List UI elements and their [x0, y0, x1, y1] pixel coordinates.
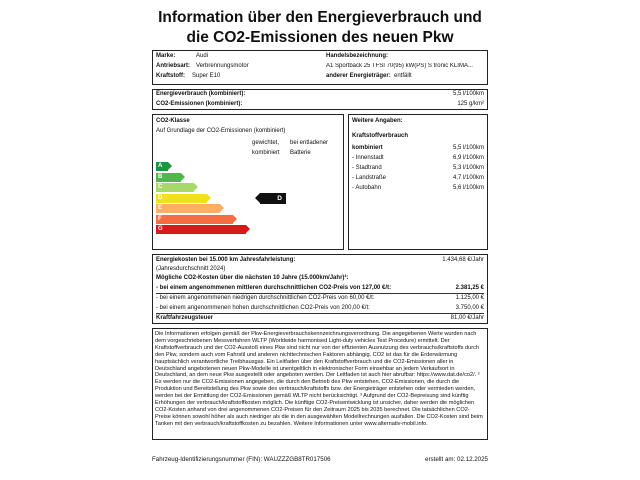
co2-cost-low-label: - bei einem angenommenen niedrigen durchschnittlichen CO2-Preis von 60,00 €/t:: [156, 295, 375, 301]
brand-value: Audi: [196, 53, 209, 59]
trade-name-value: A1 Sportback 25 TFSI 70(95) kW(PS) S tronic KLIMA...: [326, 63, 473, 69]
further-info-title: Weitere Angaben:: [352, 118, 403, 124]
co2-cost-high-label: - bei einem angenommenen hohen durchschnittlichen CO2-Preis von 200,00 €/t:: [156, 305, 370, 311]
page-title-line1: Information über den Energieverbrauch und: [158, 9, 482, 26]
fuel-label: Kraftstoff:: [156, 73, 185, 79]
consumption-label: Energieverbrauch (kombiniert):: [156, 91, 246, 97]
co2-label: CO2-Emissionen (kombiniert):: [156, 101, 243, 107]
suburban-label: - Stadtrand: [352, 165, 382, 171]
co2-class-bar-d: D: [156, 194, 207, 203]
city-value: 6,9 l/100km: [452, 155, 484, 161]
co2-class-title: CO2-Klasse: [156, 118, 190, 124]
co2-class-bar-f: F: [156, 215, 233, 224]
energy-costs-note: (Jahresdurchschnitt 2024): [156, 266, 226, 272]
co2-value: 125 g/km²: [457, 101, 484, 107]
vehicle-tax-label: Kraftfahrzeugsteuer: [156, 315, 214, 321]
co2-cost-mid-value: 2.381,25 €: [455, 285, 484, 291]
co2-class-bar-c: C: [156, 183, 194, 192]
other-energy-value: entfällt: [394, 73, 412, 79]
fuel-consumption-title: Kraftstoffverbrauch: [352, 133, 409, 139]
info-paragraph: Die Informationen erfolgen gemäß der Pkw-Energieverbrauchskennzeichnungsverordnung. Die angegebenen Werte wurden nach dem vorgeschriebenen Messverfahren WLTP (Worldwide harmonised Light-duty vehicles Test Procedure) ermittelt. Der Kraftstoffverbrauch und der CO2-Ausstoß eines Pkw sind nicht nur von der effizienten Ausnutzung des verbrauchs/kraftstoffs durch den Pkw, sondern auch vom Fahrstil und anderen nichttechnischen Faktoren abhängig. CO2 ist das für die Erderwärmung hauptsächlich verantwortliche Treibhausgas. Ein Leitfaden über den Kraftstoffverbrauch und die CO2-Emissionen aller in Deutschland angebotenen neuen Pkw-Modelle ist unentgeltlich in elektronischer Form einsehbar an jedem Verkaufsort in Deutschland, an dem neue Pkw ausgestellt oder angeboten werden. Der Leitfaden ist auch hier abrufbar: https://www.dat.de/co2/. ² Es werden nur die CO2-Emissionen angegeben, die durch den Betrieb des Pkw entstehen. CO2-Emissionen, die durch die Produktion und Bereitstellung des Pkw sowie des verbrauch/kraftstoffs bzw. der Energieträger entstehen oder vermieden werden, werden bei der Ermittlung der CO2-Emissionen gemäß WLTP nicht berücksichtigt. ³ Aufgrund der CO2-Bepreisung sind künftig Erhöhungen der verbrauch/kraftstoffkosten möglich. Die künftige CO2-Preisentwicklung ist unsicher, daher werden die möglichen CO2-Kosten anhand von drei angenommenen CO2-Preisen für den Zeitraum 2025 bis 2035 berechnet. Die tatsächlichen CO2-Preise können sowohl höher als auch niedriger als die in den ausgewählten Modellrechnungen ausfallen. Die CO2-Kosten sind beim Tanken mit den verbrauch/kraftstoffkosten zu bezahlen. Weitere Informationen unter www.alternativ-mobil.info.: [155, 331, 483, 427]
divider: [156, 293, 484, 294]
col-weighted-line2: kombiniert: [252, 150, 280, 156]
highway-value: 5,6 l/100km: [452, 185, 484, 191]
brand-label: Marke:: [156, 53, 176, 59]
energy-costs-label: Energiekosten bei 15.000 km Jahresfahrleistung:: [156, 257, 296, 263]
co2-class-subtitle: Auf Grundlage der CO2-Emissionen (kombiniert): [156, 128, 286, 134]
combined-label: kombiniert: [352, 145, 383, 151]
co2-costs-label: Mögliche CO2-Kosten über die nächsten 10 Jahre (15.000km/Jahr)³:: [156, 275, 349, 281]
highway-label: - Autobahn: [352, 185, 382, 191]
combined-value: 5,5 l/100km: [452, 145, 484, 151]
trade-name-label: Handelsbezeichnung:: [326, 53, 389, 59]
page-title-line2: die CO2-Emissionen des neuen Pkw: [186, 29, 454, 46]
co2-class-bar-a: A: [156, 162, 168, 171]
divider: [156, 313, 484, 314]
col-weighted-line1: gewichtet,: [252, 140, 280, 146]
current-class-indicator: D: [260, 193, 286, 204]
created-date: erstellt am: 02.12.2025: [425, 456, 488, 463]
suburban-value: 5,3 l/100km: [452, 165, 484, 171]
drive-label: Antriebsart:: [156, 63, 191, 69]
vin-text: Fahrzeug-Identifizierungsnummer (FIN): WAUZZZGB8TR017506: [152, 456, 331, 463]
co2-class-bar-g: G: [156, 225, 246, 234]
city-label: - Innenstadt: [352, 155, 384, 161]
col-discharged-line1: bei entladener: [290, 140, 329, 146]
drive-value: Verbrennungsmotor: [196, 63, 249, 69]
fuel-value: Super E10: [192, 73, 221, 79]
consumption-value: 5,5 l/100km: [452, 91, 484, 97]
co2-cost-mid-label: - bei einem angenommenen mittleren durchschnittlichen CO2-Preis von 127,00 €/t:: [156, 285, 392, 291]
co2-class-bar-e: E: [156, 204, 220, 213]
co2-cost-low-value: 1.125,00 €: [455, 295, 484, 301]
co2-class-bar-b: B: [156, 173, 181, 182]
co2-cost-high-value: 3.750,00 €: [455, 305, 484, 311]
other-energy-label: anderer Energieträger:: [326, 73, 391, 79]
col-discharged-line2: Batterie: [290, 150, 311, 156]
vehicle-tax-value: 81,00 €/Jahr: [450, 315, 484, 321]
rural-label: - Landstraße: [352, 175, 387, 181]
rural-value: 4,7 l/100km: [452, 175, 484, 181]
energy-costs-value: 1.434,68 €/Jahr: [442, 257, 484, 263]
